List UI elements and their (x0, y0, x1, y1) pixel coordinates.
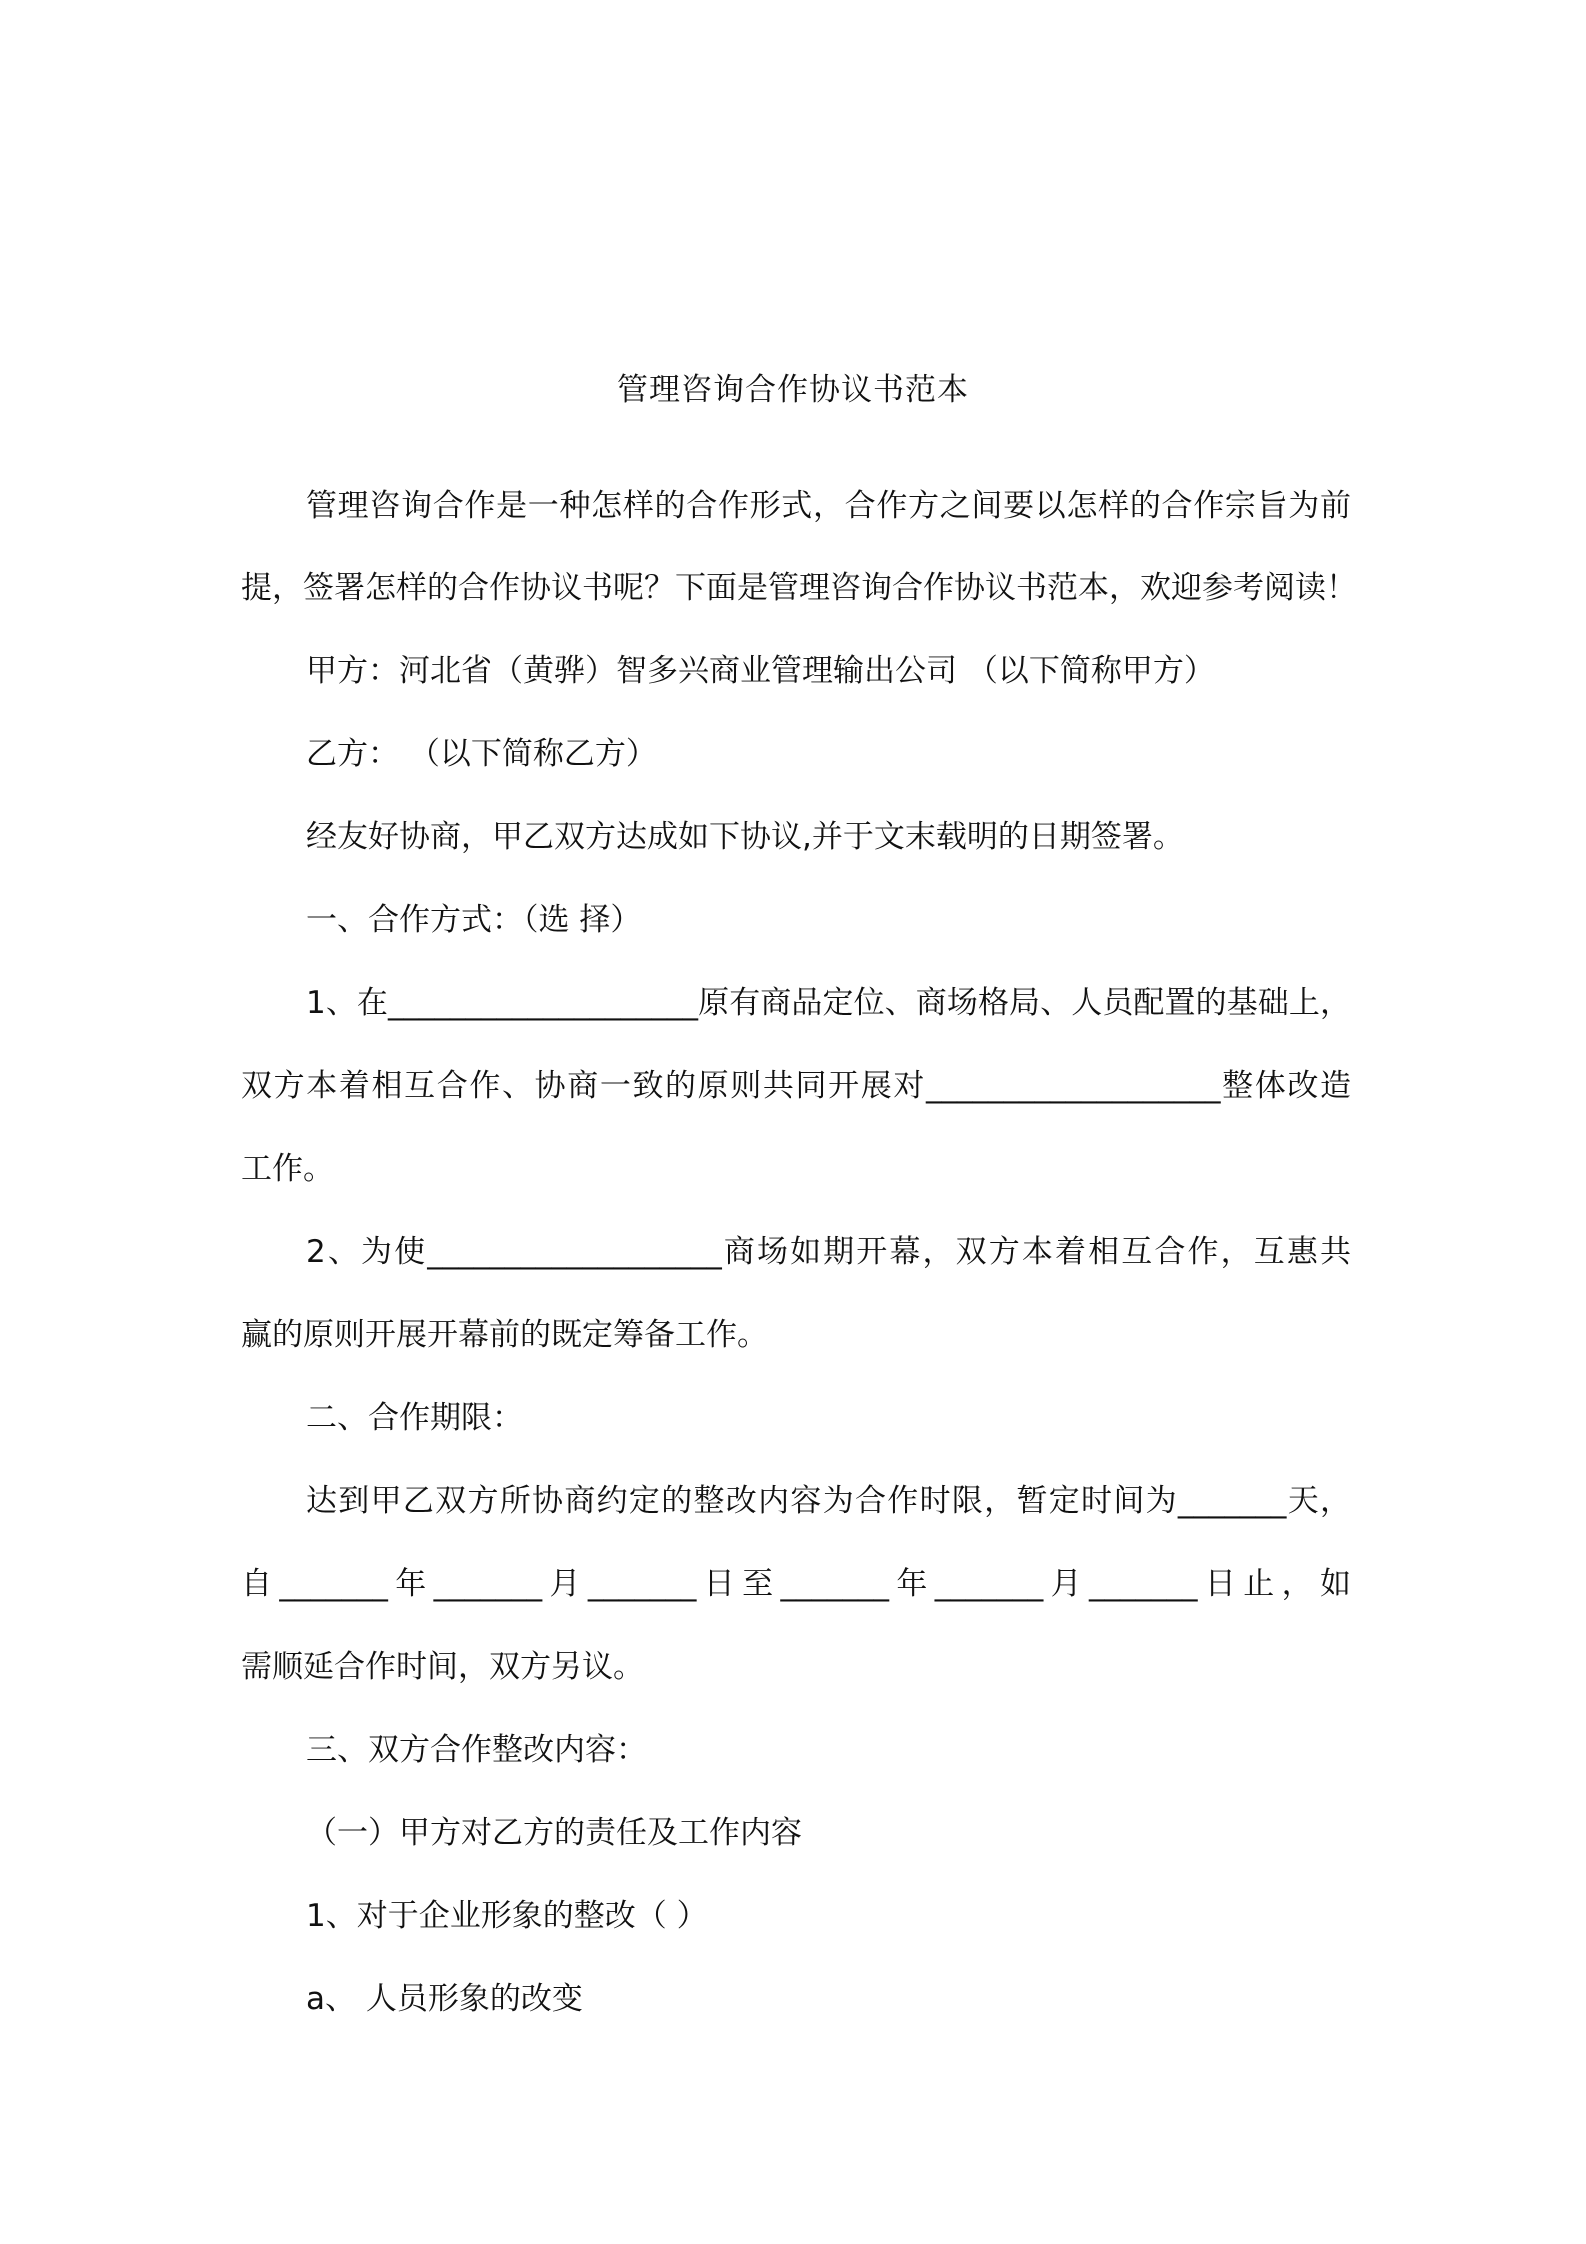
section-3-item-1: 1、对于企业形象的整改（ ） (306, 1898, 708, 1934)
section-1-heading: 一、合作方式：（选 择） (306, 902, 642, 938)
intro-line-1: 管理咨询合作是一种怎样的合作形式，合作方之间要以怎样的合作宗旨为前 (306, 488, 1351, 524)
document-title: 管理咨询合作协议书范本 (617, 372, 969, 408)
section-2-line-1: 达到甲乙双方所协商约定的整改内容为合作时限，暂定时间为_______天， (306, 1483, 1351, 1519)
section-3-item-a: a、 人员形象的改变 (306, 1981, 583, 2017)
section-1-item-2-line-1: 2、为使___________________商场如期开幕，双方本着相互合作，互惠共 (306, 1234, 1351, 1270)
section-2-line-2: 自_______年_______月_______日至_______年_______月_______日止，如 (241, 1566, 1351, 1602)
section-1-item-1-line-1: 1、在____________________原有商品定位、商场格局、人员配置的基础上， (306, 985, 1351, 1021)
party-a: 甲方：河北省（黄骅）智多兴商业管理输出公司 （以下简称甲方） (306, 653, 1215, 689)
section-1-item-2-line-2: 赢的原则开展开幕前的既定筹备工作。 (241, 1317, 768, 1353)
section-1-item-1-line-2: 双方本着相互合作、协商一致的原则共同开展对___________________整体改造 (241, 1068, 1351, 1104)
section-1-item-1-line-3: 工作。 (241, 1151, 334, 1187)
section-3-heading: 三、双方合作整改内容： (306, 1732, 647, 1768)
section-2-heading: 二、合作期限： (306, 1400, 523, 1436)
section-3-subheading-1: （一）甲方对乙方的责任及工作内容 (306, 1815, 802, 1851)
section-2-line-3: 需顺延合作时间，双方另议。 (241, 1649, 644, 1685)
party-b: 乙方： （以下简称乙方） (306, 736, 657, 772)
agreement-statement: 经友好协商，甲乙双方达成如下协议,并于文末载明的日期签署。 (306, 819, 1184, 855)
intro-line-2: 提，签署怎样的合作协议书呢？下面是管理咨询合作协议书范本，欢迎参考阅读！ (241, 570, 1357, 606)
